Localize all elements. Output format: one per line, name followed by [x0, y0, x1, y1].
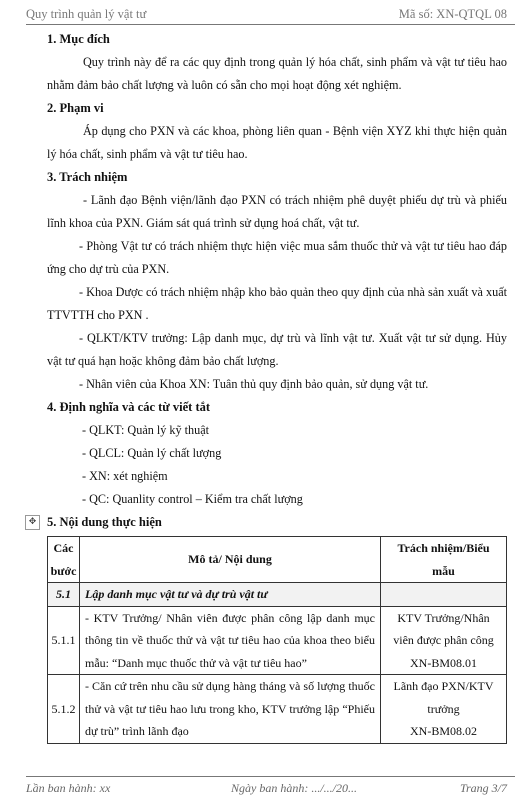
definition-item: - QLCL: Quản lý chất lượng [82, 446, 222, 460]
page-footer [26, 776, 515, 797]
definition-item: - QLKT: Quản lý kỹ thuật [82, 423, 209, 437]
responsibility-item: - QLKT/KTV trưởng: Lập danh mục, dự trù và lĩnh vật tư. Xuất vật tư sử dụng. Hủy vật tư quá hạn hoặc không đảm bảo chất lượng. [47, 331, 507, 368]
header-steps: Các bước [48, 537, 80, 583]
responsibility-item: - Phòng Vật tư có trách nhiệm thực hiện việc mua sắm thuốc thử và vật tư tiêu hao đáp ứng cho dự trù của PXN. [47, 239, 507, 276]
section-2-text: Áp dụng cho PXN và các khoa, phòng liên quan - Bệnh viện XYZ khi thực hiện quản lý hóa chất, sinh phẩm và vật tư tiêu hao. [47, 124, 507, 161]
definition-item: - XN: xét nghiệm [82, 469, 168, 483]
procedure-table [47, 536, 507, 744]
responsibility-item: - Khoa Dược có trách nhiệm nhập kho bảo quản theo quy định của nhà sản xuất và xuất TTVTTH cho PXN . [47, 285, 507, 322]
issue-number: Lần ban hành: xx [26, 781, 111, 795]
step-responsibility [381, 606, 507, 675]
section-3-title: 3. Trách nhiệm [47, 170, 128, 184]
responsible-party: Lãnh đạo PXN/KTV trưởng [393, 679, 494, 716]
table-row [48, 606, 507, 675]
section-description: Lập danh mục vật tư và dự trù vật tư [80, 583, 381, 607]
form-code: XN-BM08.01 [409, 655, 477, 670]
responsibility-item: - Nhân viên của Khoa XN: Tuân thủ quy định bảo quản, sử dụng vật tư. [79, 377, 429, 391]
definition-item: - QC: Quanlity control – Kiểm tra chất lượng [82, 492, 303, 506]
step-number: 5.1 [48, 583, 80, 607]
responsibility-item: - Lãnh đạo Bệnh viện/lãnh đạo PXN có trách nhiệm phê duyệt phiếu dự trù và phiếu lĩnh khoa của PXN. Giám sát quá trình sử dụng hoá chất, vật tư. [47, 193, 507, 230]
step-number: 5.1.1 [48, 606, 80, 675]
form-code: XN-BM08.02 [409, 724, 477, 738]
document-title: Quy trình quản lý vật tư [26, 7, 147, 21]
header-description: Mô tả/ Nội dung [80, 537, 381, 583]
empty-cell [381, 583, 507, 607]
page-number: Trang 3/7 [459, 781, 507, 795]
section-4-title: 4. Định nghĩa và các từ viết tắt [47, 400, 211, 414]
header-responsibility: Trách nhiệm/Biểu mẫu [381, 537, 507, 583]
document-code: Mã số: XN-QTQL 08 [398, 7, 507, 21]
step-responsibility [381, 675, 507, 744]
step-description: - Căn cứ trên nhu cầu sử dụng hàng tháng và số lượng thuốc thử và vật tư tiêu hao lưu trong kho, KTV trưởng lập “Phiếu dự trù” trình lãnh đạo [80, 675, 381, 744]
issue-date: Ngày ban hành: .../.../20... [231, 781, 357, 795]
table-header-row [48, 537, 507, 583]
section-1-text: Quy trình này để ra các quy định trong quản lý hóa chất, sinh phẩm và vật tư tiêu hao nhằm đảm bảo chất lượng và luôn có sẵn cho mọi hoạt động xét nghiệm. [47, 55, 507, 92]
section-2-title: 2. Phạm vi [47, 101, 104, 115]
step-number: 5.1.2 [48, 675, 80, 744]
responsible-party: KTV Trưởng/Nhân viên được phân công [393, 610, 494, 647]
table-row [48, 675, 507, 744]
table-section-row [48, 583, 507, 607]
section-1-title: 1. Mục đích [47, 32, 110, 46]
page-header [26, 4, 515, 25]
move-icon[interactable]: ✥ [25, 515, 40, 530]
section-5-title: 5. Nội dung thực hiện [47, 515, 162, 529]
step-description: - KTV Trưởng/ Nhân viên được phân công lập danh mục thông tin về thuốc thử và vật tư tiêu hao của khoa theo biểu mẫu: “Danh mục thuốc thử và vật tư tiêu hao” [80, 606, 381, 675]
document-body [28, 28, 507, 744]
section-5 [28, 511, 507, 534]
